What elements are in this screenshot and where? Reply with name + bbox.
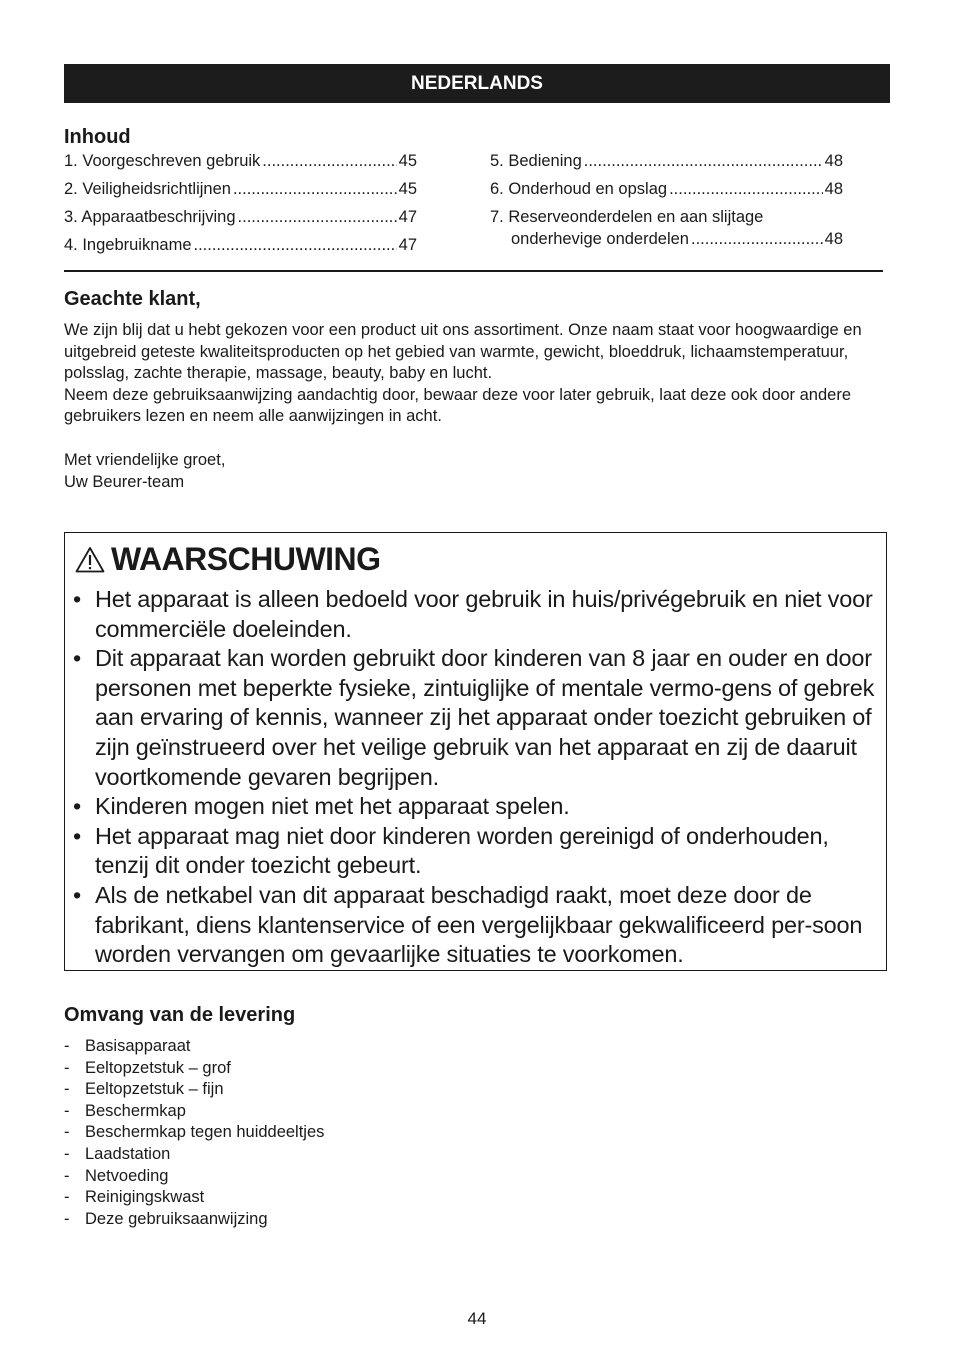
toc-left-column: [64, 150, 417, 262]
delivery-item-text: Deze gebruiksaanwijzing: [85, 1209, 268, 1228]
dash: -: [64, 1037, 70, 1055]
warning-title: WAARSCHUWING: [111, 541, 381, 577]
warning-list: [73, 585, 883, 970]
toc-entry-label: 1. Voorgeschreven gebruik: [64, 152, 261, 170]
toc-entry-page: 45: [398, 152, 417, 170]
delivery-item: [64, 1209, 324, 1231]
toc-entry-page: 47: [398, 236, 417, 254]
delivery-item: [64, 1166, 324, 1188]
delivery-item-text: Basisapparaat: [85, 1037, 191, 1055]
toc-entry-page: 48: [824, 152, 843, 170]
warning-box: [64, 532, 887, 971]
toc-heading: Inhoud: [64, 126, 131, 148]
toc-right-column: [490, 150, 843, 250]
delivery-item: [64, 1122, 324, 1144]
delivery-list: [64, 1036, 324, 1230]
signoff-line: Met vriendelijke groet,: [64, 451, 226, 469]
toc-leader-dots: [262, 150, 396, 172]
toc-leader-dots: [233, 178, 397, 200]
dash: -: [64, 1123, 70, 1142]
dash: -: [64, 1101, 70, 1120]
delivery-item-text: Beschermkap: [85, 1101, 186, 1120]
warning-item-text: Als de netkabel van dit apparaat beschadigd raakt, moet deze door de fabrikant, diens klantenservice of een vergelijkbaar gekwalificeerd per-soon worden vervangen om gevaarlijke situaties te voorkomen.: [95, 881, 863, 968]
toc-entry[interactable]: [490, 178, 843, 206]
dash: -: [64, 1058, 70, 1077]
toc-entry-page: 45: [398, 180, 417, 198]
delivery-item: [64, 1144, 324, 1166]
delivery-item-text: Reinigingskwast: [85, 1188, 205, 1207]
toc-leader-dots: [669, 178, 823, 200]
delivery-item: [64, 1187, 324, 1209]
warning-item: [73, 881, 883, 970]
toc-entry-label: 6. Onderhoud en opslag: [490, 180, 668, 198]
warning-item: [73, 644, 883, 792]
dash: -: [64, 1144, 70, 1163]
delivery-item-text: Eeltopzetstuk – grof: [85, 1058, 231, 1077]
signoff-line: Uw Beurer-team: [64, 472, 185, 491]
signoff: [64, 450, 225, 493]
toc-leader-dots: [194, 234, 397, 256]
warning-heading: [75, 541, 381, 578]
warning-triangle-icon: [75, 546, 105, 573]
toc-leader-dots: [584, 150, 823, 172]
toc-leader-dots: [238, 206, 397, 228]
bullet: •: [73, 822, 82, 849]
dash: -: [64, 1080, 70, 1099]
toc-entry[interactable]: [64, 150, 417, 178]
delivery-item-text: Laadstation: [85, 1144, 171, 1163]
language-header-bar: [64, 64, 890, 103]
toc-leader-dots: [691, 228, 823, 250]
toc-entry[interactable]: [490, 206, 843, 250]
delivery-item-text: Eeltopzetstuk – fijn: [85, 1080, 224, 1099]
dash: -: [64, 1188, 70, 1207]
delivery-item-text: Netvoeding: [85, 1166, 169, 1185]
intro-paragraph: Neem deze gebruiksaanwijzing aandachtig door, bewaar deze voor later gebruik, laat deze ook door andere gebruikers lezen en neem alle aanwijzingen in acht.: [64, 385, 851, 426]
bullet: •: [73, 586, 82, 612]
warning-item-text: Het apparaat is alleen bedoeld voor gebruik in huis/privégebruik en niet voor commerciële doeleinden.: [95, 586, 873, 642]
section-divider: [64, 270, 883, 272]
bullet: •: [73, 793, 82, 820]
delivery-item: [64, 1036, 324, 1058]
dash: -: [64, 1166, 70, 1185]
toc-entry[interactable]: [64, 178, 417, 206]
toc-entry-label: 7. Reserveonderdelen en aan slijtage: [490, 208, 764, 226]
greeting-heading: Geachte klant,: [64, 288, 201, 310]
dash: -: [64, 1209, 70, 1228]
toc-entry-page: 47: [398, 208, 417, 226]
warning-item: [73, 792, 883, 822]
delivery-item: [64, 1058, 324, 1080]
delivery-item: [64, 1101, 324, 1123]
toc-entry[interactable]: [64, 206, 417, 234]
warning-item: [73, 585, 883, 644]
warning-item: [73, 822, 883, 881]
warning-item-text: Het apparaat mag niet door kinderen worden gereinigd of onderhouden, tenzij dit onder toezicht gebeurt.: [95, 822, 829, 879]
intro-paragraph: We zijn blij dat u hebt gekozen voor een product uit ons assortiment. Onze naam staat voor hoogwaardige en uitgebreid geteste kwaliteitsproducten op het gebied van warmte, gewicht, bloeddruk, lichaamstemperatuur, polsslag, zachte therapie, massage, beauty, baby en lucht.: [64, 321, 862, 383]
toc-entry-label-continued: onderhevige onderdelen: [511, 230, 689, 248]
toc-entry-label: 2. Veiligheidsrichtlijnen: [64, 180, 231, 198]
language-label: NEDERLANDS: [411, 72, 543, 94]
warning-item-text: Kinderen mogen niet met het apparaat spelen.: [95, 793, 570, 820]
bullet: •: [73, 645, 82, 672]
toc-entry-label: 4. Ingebruikname: [64, 236, 192, 254]
toc-entry[interactable]: [64, 234, 417, 262]
toc-entry-page: 48: [824, 180, 843, 198]
delivery-item-text: Beschermkap tegen huiddeeltjes: [85, 1123, 325, 1142]
delivery-heading: Omvang van de levering: [64, 1004, 296, 1026]
toc-entry-continuation: [490, 228, 843, 250]
toc-entry-label: 5. Bediening: [490, 152, 582, 170]
warning-item-text: Dit apparaat kan worden gebruikt door kinderen van 8 jaar en ouder en door personen met beperkte fysieke, zintuiglijke of mentale vermo-gens of gebrek aan ervaring of kennis, wanneer zij het apparaat onder toezicht gebruiken of zijn geïnstrueerd over het veilige gebruik van het apparaat en zij de daaruit voortkomende gevaren begrijpen.: [95, 645, 875, 790]
bullet: •: [73, 881, 82, 908]
toc-entry-page: 48: [824, 230, 843, 248]
page-number: 44: [467, 1309, 487, 1328]
intro-text: [64, 320, 894, 428]
toc-entry-label: 3. Apparaatbeschrijving: [64, 208, 236, 226]
delivery-item: [64, 1079, 324, 1101]
toc-entry[interactable]: [490, 150, 843, 178]
